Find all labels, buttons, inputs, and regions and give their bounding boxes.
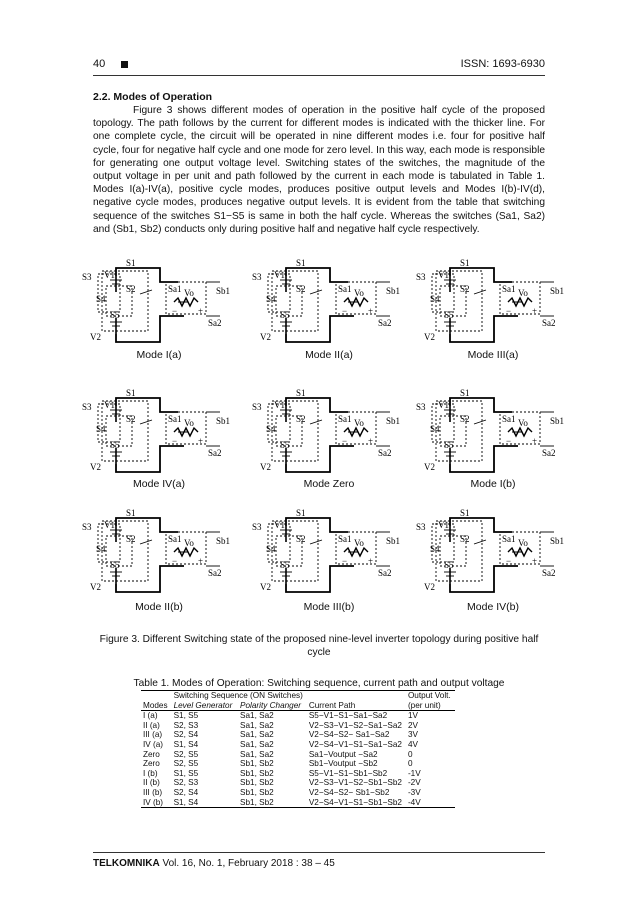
svg-text:Sb1: Sb1 — [386, 536, 401, 546]
svg-text:Sa2: Sa2 — [208, 448, 222, 458]
svg-text:+: + — [532, 306, 538, 316]
svg-text:S4: S4 — [96, 544, 106, 554]
table-cell: 0 — [407, 759, 413, 769]
svg-text:S1: S1 — [296, 508, 306, 518]
table-cell: II (a) — [143, 720, 160, 730]
table-cell: V2−S4−S2− Sa1−Sa2 — [308, 730, 390, 740]
table-cell: Sb1, Sb2 — [240, 787, 274, 797]
svg-text:S4: S4 — [430, 294, 440, 304]
table-cell: 2V — [407, 720, 418, 730]
svg-text:+: + — [368, 306, 374, 316]
svg-text:S4: S4 — [266, 424, 276, 434]
circuit-diagram — [414, 258, 572, 350]
table-cell: I (b) — [143, 768, 158, 778]
svg-text:V1: V1 — [104, 520, 115, 530]
svg-text:S5: S5 — [110, 310, 120, 320]
table-cell: S2, S5 — [173, 749, 199, 759]
s1-switch-box — [272, 521, 318, 581]
svg-text:S4: S4 — [266, 294, 276, 304]
svg-text:S5: S5 — [444, 440, 454, 450]
svg-text:S3: S3 — [252, 522, 262, 532]
svg-text:V1: V1 — [438, 400, 449, 410]
svg-text:Sa2: Sa2 — [378, 568, 392, 578]
table-cell: Sa1, Sa2 — [240, 730, 274, 740]
svg-text:Vo: Vo — [184, 538, 194, 548]
mode-caption: Mode IV(b) — [467, 601, 519, 613]
svg-text:V2: V2 — [260, 462, 271, 472]
table-cell: Sa1, Sa2 — [240, 739, 274, 749]
table-cell: Zero — [143, 759, 160, 769]
svg-text:Sa2: Sa2 — [208, 568, 222, 578]
svg-text:S5: S5 — [280, 440, 290, 450]
table-row — [141, 711, 455, 721]
table-row — [141, 730, 455, 740]
s1-switch-box — [102, 271, 148, 331]
svg-text:S3: S3 — [416, 272, 426, 282]
table-row — [141, 759, 455, 769]
issn: ISSN: 1693-6930 — [460, 58, 545, 70]
footer-rule — [93, 852, 545, 853]
svg-text:S3: S3 — [252, 402, 262, 412]
mode-caption: Mode I(b) — [470, 478, 516, 490]
svg-text:Sa1: Sa1 — [338, 414, 352, 424]
svg-text:Sa2: Sa2 — [542, 568, 556, 578]
svg-text:V2: V2 — [260, 582, 271, 592]
table-cell: I (a) — [143, 711, 158, 721]
table-cell: 0 — [407, 749, 413, 759]
svg-text:Sa1: Sa1 — [338, 534, 352, 544]
table-cell: S1, S5 — [173, 711, 199, 721]
svg-text:Vo: Vo — [354, 288, 364, 298]
table-cell: S2, S4 — [173, 730, 199, 740]
svg-text:S5: S5 — [444, 310, 454, 320]
svg-text:S1: S1 — [460, 258, 470, 268]
svg-text:Sa1: Sa1 — [168, 284, 182, 294]
svg-text:+: + — [198, 436, 204, 446]
table-cell: Sa1, Sa2 — [240, 720, 274, 730]
svg-text:V2: V2 — [424, 332, 435, 342]
svg-text:−: − — [506, 306, 512, 316]
svg-text:Sa1: Sa1 — [502, 284, 516, 294]
table-cell: S2, S5 — [173, 759, 199, 769]
svg-text:Sa2: Sa2 — [378, 448, 392, 458]
svg-text:Sa1: Sa1 — [338, 284, 352, 294]
table-cell: V2−S4−S2− Sb1−Sb2 — [308, 787, 390, 797]
square-bullet-icon — [121, 61, 128, 68]
table-caption: Table 1. Modes of Operation: Switching sequence, current path and output voltage — [133, 678, 505, 689]
svg-text:−: − — [172, 556, 178, 566]
table-cell: II (b) — [143, 778, 160, 788]
circuit-diagram — [250, 508, 408, 600]
svg-text:S3: S3 — [82, 522, 92, 532]
svg-text:Vo: Vo — [184, 288, 194, 298]
svg-text:S4: S4 — [96, 294, 106, 304]
s1-switch-box — [102, 521, 148, 581]
svg-text:Sa2: Sa2 — [208, 318, 222, 328]
table-cell: V2−S4−V1−S1−Sa1−Sa2 — [308, 739, 402, 749]
svg-text:S3: S3 — [82, 402, 92, 412]
svg-text:+: + — [368, 556, 374, 566]
table-cell: 1V — [407, 711, 418, 721]
svg-text:V1: V1 — [104, 270, 115, 280]
figure-caption: Figure 3. Different Switching state of the proposed nine-level inverter topology during positive half cycle — [99, 634, 539, 658]
table-row — [141, 778, 455, 788]
svg-text:+: + — [532, 556, 538, 566]
svg-text:S4: S4 — [430, 424, 440, 434]
table-cell: -2V — [407, 778, 421, 788]
svg-text:V2: V2 — [424, 462, 435, 472]
svg-text:S1: S1 — [460, 508, 470, 518]
table-row — [141, 750, 455, 760]
svg-text:Sa2: Sa2 — [542, 448, 556, 458]
mode-caption: Mode IV(a) — [133, 478, 185, 490]
table-cell: III (b) — [143, 787, 163, 797]
svg-text:Vo: Vo — [518, 538, 528, 548]
svg-text:Vo: Vo — [518, 288, 528, 298]
output-header-2: (per unit) — [406, 701, 455, 711]
svg-text:S2: S2 — [126, 534, 136, 544]
col-path: Current Path — [307, 701, 406, 711]
svg-text:S2: S2 — [296, 414, 306, 424]
table-cell: S5−V1−S1−Sa1−Sa2 — [308, 711, 388, 721]
circuit-diagram — [80, 388, 238, 480]
table-cell: III (a) — [143, 730, 163, 740]
svg-text:S5: S5 — [110, 440, 120, 450]
table-cell: S2, S3 — [173, 778, 199, 788]
mode-caption: Mode III(a) — [467, 349, 519, 361]
svg-text:Sb1: Sb1 — [386, 286, 401, 296]
svg-text:S3: S3 — [252, 272, 262, 282]
table-cell: Zero — [143, 749, 160, 759]
svg-text:Sb1: Sb1 — [216, 286, 231, 296]
table-cell: 3V — [407, 730, 418, 740]
col-modes: Modes — [141, 701, 172, 711]
page-header — [93, 58, 545, 72]
svg-text:S2: S2 — [460, 414, 470, 424]
table-cell: S2, S3 — [173, 720, 199, 730]
svg-text:S1: S1 — [296, 388, 306, 398]
svg-text:Sb1: Sb1 — [216, 536, 231, 546]
circuit-diagram — [80, 508, 238, 600]
svg-text:S4: S4 — [96, 424, 106, 434]
table-row — [141, 788, 455, 798]
svg-text:Sb1: Sb1 — [386, 416, 401, 426]
table-cell: IV (b) — [141, 798, 172, 808]
svg-text:S5: S5 — [280, 310, 290, 320]
journal-details: Vol. 16, No. 1, February 2018 : 38 – 45 — [162, 858, 335, 869]
table-cell: -4V — [406, 798, 455, 808]
svg-text:Sa1: Sa1 — [502, 414, 516, 424]
svg-text:−: − — [506, 436, 512, 446]
svg-text:Sb1: Sb1 — [550, 536, 565, 546]
section-title: 2.2. Modes of Operation — [93, 91, 213, 103]
mode-caption: Mode Zero — [303, 478, 355, 490]
svg-text:Vo: Vo — [354, 418, 364, 428]
s1-switch-box — [102, 401, 148, 461]
svg-text:V2: V2 — [90, 332, 101, 342]
svg-text:V1: V1 — [104, 400, 115, 410]
svg-text:S1: S1 — [126, 258, 136, 268]
footer — [93, 858, 335, 869]
svg-text:S1: S1 — [126, 388, 136, 398]
table-cell: 4V — [407, 739, 418, 749]
svg-text:S5: S5 — [280, 560, 290, 570]
table-cell: IV (a) — [143, 739, 164, 749]
s1-switch-box — [272, 271, 318, 331]
table-cell: V2−S4−V1−S1−Sb1−Sb2 — [307, 798, 406, 808]
svg-text:+: + — [532, 436, 538, 446]
circuit-diagram — [414, 388, 572, 480]
s1-switch-box — [272, 401, 318, 461]
svg-text:Vo: Vo — [354, 538, 364, 548]
table-cell: Sa1, Sa2 — [240, 711, 274, 721]
svg-text:S1: S1 — [296, 258, 306, 268]
svg-text:V1: V1 — [438, 270, 449, 280]
svg-text:+: + — [198, 556, 204, 566]
svg-text:S3: S3 — [416, 402, 426, 412]
svg-text:V2: V2 — [424, 582, 435, 592]
svg-text:Sa2: Sa2 — [542, 318, 556, 328]
circuit-diagram — [414, 508, 572, 600]
s1-switch-box — [436, 521, 482, 581]
svg-text:V2: V2 — [90, 462, 101, 472]
table-cell: -3V — [407, 787, 421, 797]
svg-text:S5: S5 — [110, 560, 120, 570]
svg-text:S3: S3 — [416, 522, 426, 532]
svg-text:V1: V1 — [274, 270, 285, 280]
table-row — [141, 798, 455, 808]
mode-caption: Mode II(a) — [305, 349, 353, 361]
modes-table — [141, 690, 455, 808]
page-number: 40 — [93, 58, 106, 70]
svg-text:Sa1: Sa1 — [168, 534, 182, 544]
svg-text:S1: S1 — [126, 508, 136, 518]
table-cell: Sa1, Sa2 — [240, 749, 274, 759]
table-cell: Sa1−Voutput −Sa2 — [308, 749, 378, 759]
svg-text:Sb1: Sb1 — [216, 416, 231, 426]
table-cell: Sb1−Voutput −Sb2 — [308, 759, 378, 769]
table-cell: V2−S3−V1−S2−Sb1−Sb2 — [308, 778, 402, 788]
table-cell: Sb1, Sb2 — [240, 768, 274, 778]
svg-text:S3: S3 — [82, 272, 92, 282]
svg-text:S4: S4 — [266, 544, 276, 554]
mode-caption: Mode II(b) — [135, 601, 183, 613]
mode-caption: Mode III(b) — [303, 601, 355, 613]
svg-text:−: − — [506, 556, 512, 566]
table-cell: S1, S5 — [173, 768, 199, 778]
svg-text:S5: S5 — [444, 560, 454, 570]
svg-text:−: − — [342, 306, 348, 316]
svg-text:S2: S2 — [126, 284, 136, 294]
svg-text:S1: S1 — [460, 388, 470, 398]
table-cell: V2−S3−V1−S2−Sa1−Sa2 — [308, 720, 402, 730]
col-polarity: Polarity Changer — [238, 701, 307, 711]
circuit-diagram — [250, 388, 408, 480]
table-cell: S1, S4 — [173, 739, 199, 749]
svg-text:+: + — [198, 306, 204, 316]
svg-text:−: − — [172, 306, 178, 316]
group-header: Switching Sequence (ON Switches) — [172, 691, 307, 701]
svg-text:−: − — [342, 436, 348, 446]
circuit-diagram — [250, 258, 408, 350]
mode-caption: Mode I(a) — [136, 349, 182, 361]
journal-name: TELKOMNIKA — [93, 858, 160, 869]
svg-text:+: + — [368, 436, 374, 446]
svg-text:S2: S2 — [126, 414, 136, 424]
svg-text:−: − — [342, 556, 348, 566]
output-header-1: Output Volt. — [406, 691, 455, 701]
svg-text:V2: V2 — [90, 582, 101, 592]
svg-text:Vo: Vo — [518, 418, 528, 428]
table-cell: S1, S4 — [172, 798, 238, 808]
table-cell: Sb1, Sb2 — [238, 798, 307, 808]
svg-text:Sa1: Sa1 — [502, 534, 516, 544]
s1-switch-box — [436, 271, 482, 331]
circuit-diagram — [80, 258, 238, 350]
svg-text:V1: V1 — [438, 520, 449, 530]
col-level: Level Generator — [172, 701, 238, 711]
table-row — [141, 769, 455, 779]
svg-text:S2: S2 — [296, 534, 306, 544]
svg-text:V1: V1 — [274, 400, 285, 410]
svg-text:S2: S2 — [296, 284, 306, 294]
table-cell: S2, S4 — [173, 787, 199, 797]
table-cell: S5−V1−S1−Sb1−Sb2 — [308, 768, 388, 778]
table-cell: -1V — [407, 768, 421, 778]
svg-text:−: − — [172, 436, 178, 446]
svg-text:Vo: Vo — [184, 418, 194, 428]
svg-text:V2: V2 — [260, 332, 271, 342]
svg-text:S2: S2 — [460, 284, 470, 294]
svg-text:S4: S4 — [430, 544, 440, 554]
header-rule — [93, 75, 545, 76]
svg-text:Sa2: Sa2 — [378, 318, 392, 328]
table-row — [141, 740, 455, 750]
s1-switch-box — [436, 401, 482, 461]
svg-text:V1: V1 — [274, 520, 285, 530]
svg-text:S2: S2 — [460, 534, 470, 544]
table-row — [141, 721, 455, 731]
svg-text:Sb1: Sb1 — [550, 416, 565, 426]
body-paragraph: Figure 3 shows different modes of operation in the positive half cycle of the proposed topology. The path follows by the current for different modes is indicated with the thicker line. For one complete cycle, the circuit will be operated in nine different modes i.e. four for positive half cycle, four for negative half cycle and one mode for zero level. In this way, each mode is responsible for generating one output voltage level. Switching states of the switches, the magnitude of the output voltage in per unit and path followed by the current in each mode is tabulated in Table 1. Modes I(a)-IV(a), positive cycle modes, produces positive output levels and Modes I(b)-IV(d), negative cycle modes, produces negative output levels. It is evident from the table that switching sequence of the switches S1−S5 is same in both the half cycle. Whereas the switches (Sa1, Sa2) and (Sb1, Sb2) conducts only during positive half and negative half cycle respectively. — [93, 105, 545, 235]
svg-text:Sa1: Sa1 — [168, 414, 182, 424]
table-cell: Sb1, Sb2 — [240, 778, 274, 788]
table-cell: Sb1, Sb2 — [240, 759, 274, 769]
svg-text:Sb1: Sb1 — [550, 286, 565, 296]
